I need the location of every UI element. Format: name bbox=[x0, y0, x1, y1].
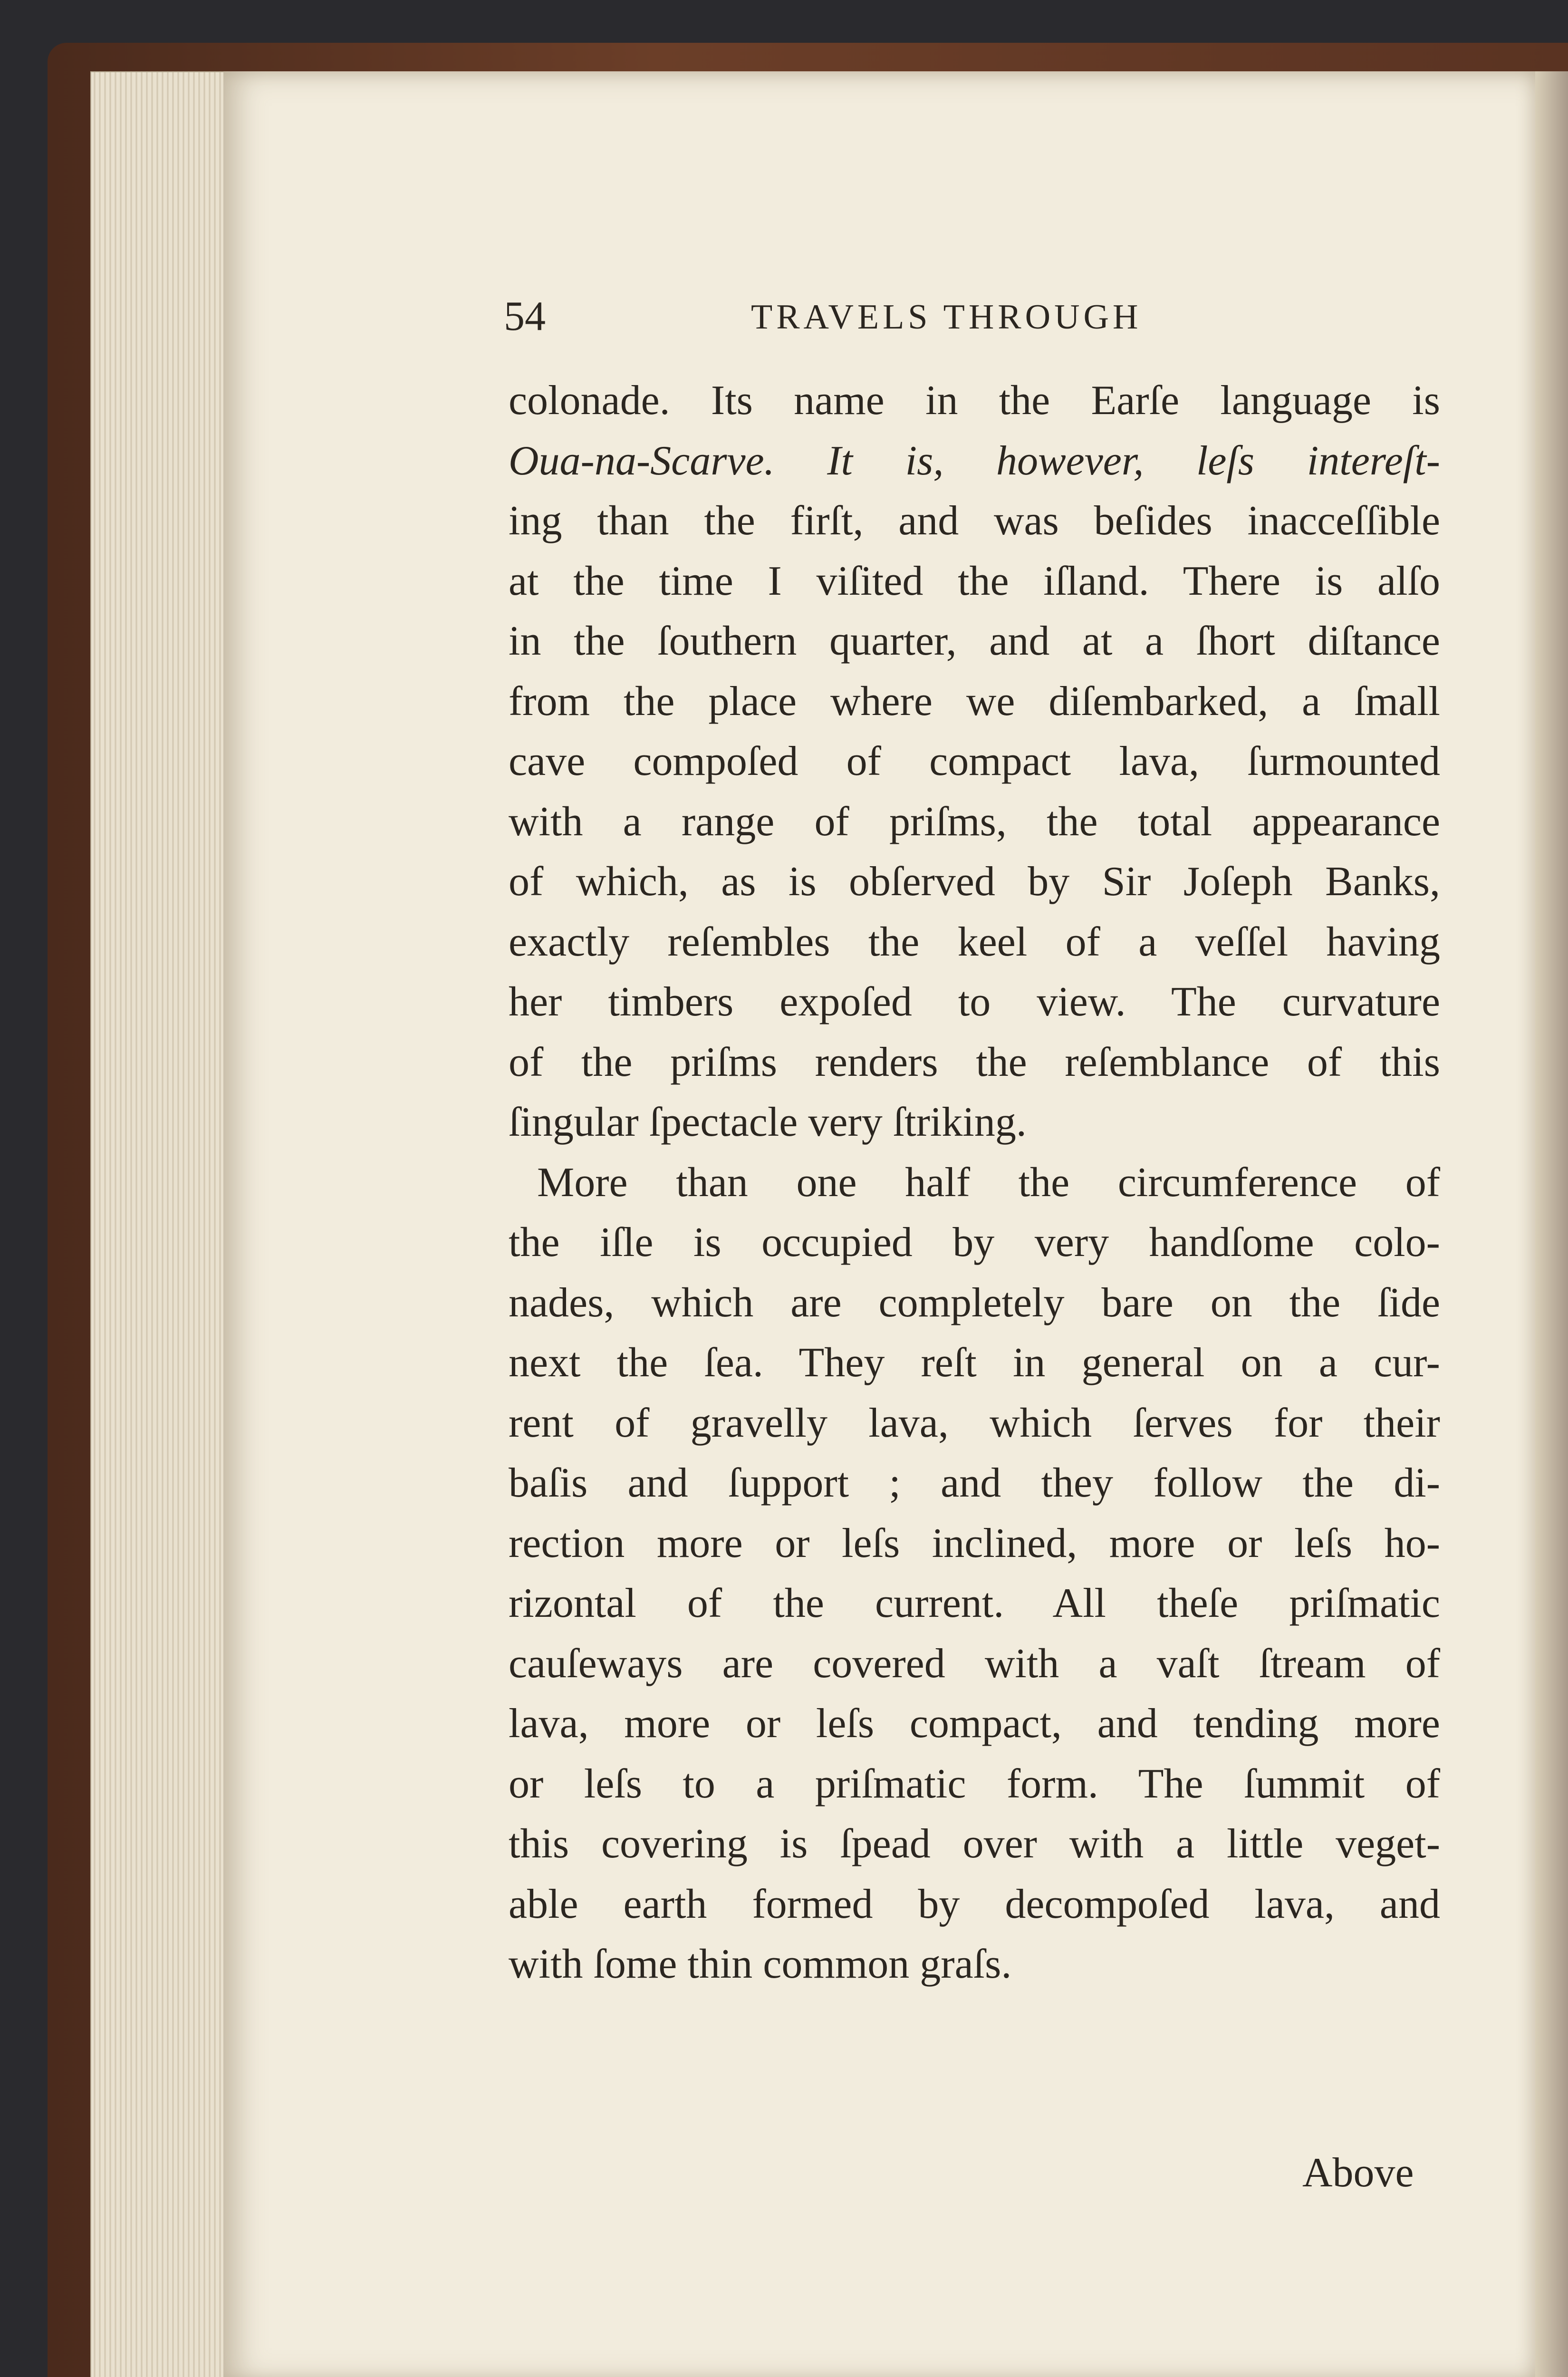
text-line: from the place where we diſembarked, a ſmall bbox=[509, 678, 1440, 725]
text-line: nades, which are completely bare on the ſide bbox=[509, 1279, 1440, 1326]
text-line: next the ſea. They reſt in general on a cur- bbox=[509, 1340, 1440, 1386]
text-line: baſis and ſupport ; and they follow the di- bbox=[509, 1460, 1440, 1506]
text-line: her timbers expoſed to view. The curvature bbox=[509, 979, 1440, 1025]
text-line: with ſome thin common graſs. bbox=[509, 1941, 1012, 1987]
text-line: able earth formed by decompoſed lava, and bbox=[509, 1881, 1440, 1927]
running-head: TRAVELS THROUGH bbox=[751, 298, 1142, 337]
text-line: ſingular ſpectacle very ſtriking. bbox=[509, 1099, 1027, 1145]
text-line: lava, more or leſs compact, and tending more bbox=[509, 1701, 1440, 1747]
text-line: rection more or leſs inclined, more or leſs ho- bbox=[509, 1520, 1440, 1566]
text-line: this covering is ſpead over with a little veget- bbox=[509, 1821, 1440, 1867]
text-line: of the priſms renders the reſemblance of this bbox=[509, 1039, 1440, 1085]
text-line: colonade. Its name in the Earſe language is bbox=[509, 377, 1440, 424]
text-line: rizontal of the current. All theſe priſmatic bbox=[509, 1580, 1440, 1626]
text-line: cauſeways are covered with a vaſt ſtream of bbox=[509, 1640, 1440, 1687]
catchword: Above bbox=[1302, 2150, 1414, 2196]
text-line: with a range of priſms, the total appearance bbox=[509, 798, 1440, 845]
text-line: cave compoſed of compact lava, ſurmounted bbox=[509, 738, 1440, 784]
text-line: rent of gravelly lava, which ſerves for their bbox=[509, 1400, 1440, 1446]
text-line: of which, as is obſerved by Sir Joſeph Banks, bbox=[509, 859, 1440, 905]
body-text bbox=[509, 371, 1440, 1995]
page-edges bbox=[90, 71, 233, 2377]
text-line: Oua-na-Scarve. It is, however, leſs intereſt- bbox=[509, 437, 1440, 484]
page-number: 54 bbox=[504, 293, 546, 339]
text-line: or leſs to a priſmatic form. The ſummit of bbox=[509, 1760, 1440, 1807]
text-line: in the ſouthern quarter, and at a ſhort diſtance bbox=[509, 618, 1440, 664]
text-line: ing than the firſt, and was beſides inacceſſible bbox=[509, 498, 1440, 544]
facing-page-edge bbox=[1535, 71, 1568, 2377]
text-line: More than one half the circumference of bbox=[537, 1159, 1440, 1206]
text-line: the iſle is occupied by very handſome colo- bbox=[509, 1219, 1440, 1266]
text-line: at the time I viſited the iſland. There is alſo bbox=[509, 558, 1440, 604]
text-line: exactly reſembles the keel of a veſſel having bbox=[509, 918, 1440, 965]
